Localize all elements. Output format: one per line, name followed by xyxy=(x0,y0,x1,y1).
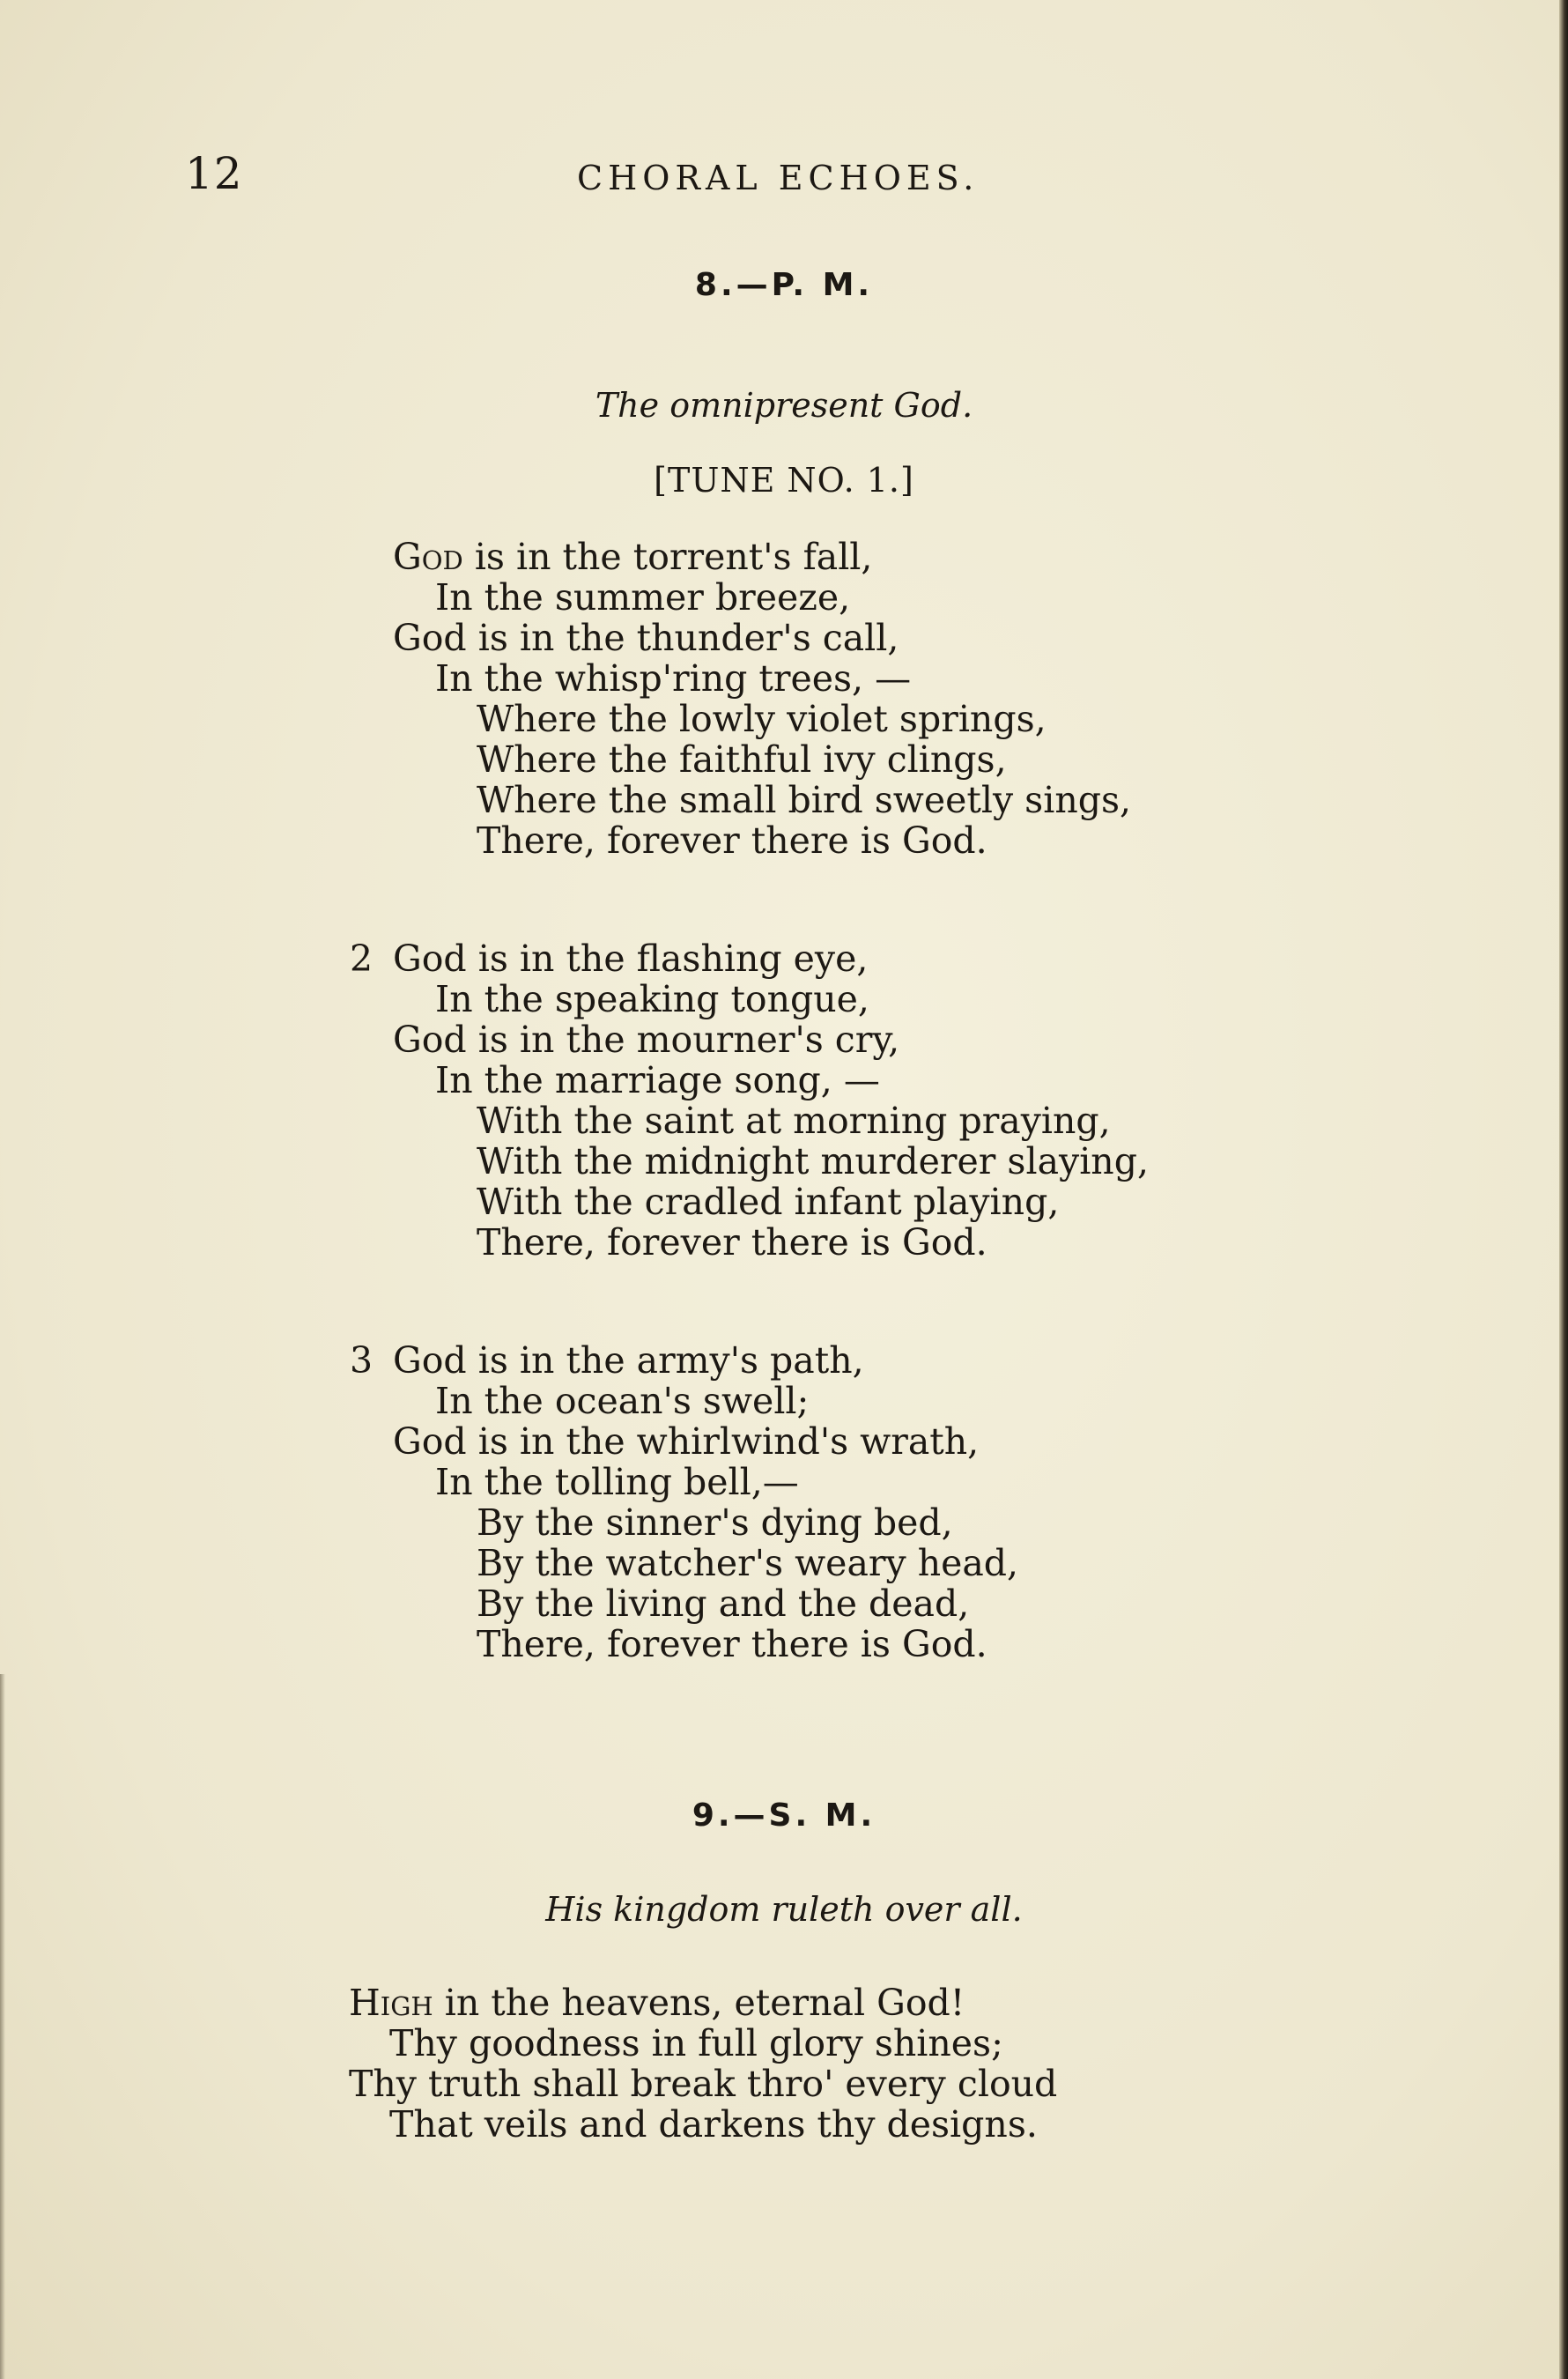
verse-line: In the marriage song, — xyxy=(435,1059,880,1101)
page-edge-left xyxy=(0,1674,5,2379)
stanza-number: 2 xyxy=(350,938,374,980)
verse-line: By the watcher's weary head, xyxy=(477,1542,1019,1584)
verse-line: With the saint at morning praying, xyxy=(477,1100,1111,1142)
verse-line: In the summer breeze, xyxy=(435,576,851,619)
verse-line: Where the lowly violet springs, xyxy=(477,698,1047,740)
verse-line: God is in the mourner's cry, xyxy=(393,1019,900,1061)
verse-line: Where the small bird sweetly sings, xyxy=(477,779,1132,821)
verse-line-text: is in the torrent's fall, xyxy=(462,536,873,578)
verse-line: In the ocean's swell; xyxy=(435,1380,810,1422)
tune-indicator: [TUNE NO. 1.] xyxy=(654,461,914,500)
verse-line: With the midnight murderer slaying, xyxy=(477,1140,1149,1182)
verse-line: By the sinner's dying bed, xyxy=(477,1501,953,1544)
drop-word: High xyxy=(349,1982,433,2024)
hymn-subtitle: His kingdom ruleth over all. xyxy=(545,1890,1023,1929)
stanza-number: 3 xyxy=(350,1339,374,1382)
verse-line xyxy=(393,537,872,577)
page-number: 12 xyxy=(185,148,243,199)
verse-line: God is in the army's path, xyxy=(393,1339,864,1382)
verse-line: That veils and darkens thy designs. xyxy=(389,2103,1038,2146)
verse-line-text: in the heavens, eternal God! xyxy=(433,1982,965,2024)
verse-line: There, forever there is God. xyxy=(477,819,987,862)
verse-line: Thy goodness in full glory shines; xyxy=(389,2022,1003,2064)
verse-line: By the living and the dead, xyxy=(477,1582,970,1625)
hymn-number: 8.—P. M. xyxy=(694,267,874,303)
verse-line: God is in the thunder's call, xyxy=(393,617,899,659)
verse-line: There, forever there is God. xyxy=(477,1221,987,1264)
verse-line xyxy=(349,1982,965,2023)
running-title: CHORAL ECHOES. xyxy=(577,159,980,197)
page-edge-right xyxy=(1559,0,1568,2379)
verse-line: With the cradled infant playing, xyxy=(477,1181,1060,1223)
page-header xyxy=(0,148,1568,201)
hymn-number: 9.—S. M. xyxy=(692,1797,876,1834)
verse-line: In the whisp'ring trees, — xyxy=(435,657,912,700)
verse-line: In the tolling bell,— xyxy=(435,1461,799,1503)
hymn-subtitle: The omnipresent God. xyxy=(595,386,973,425)
verse-line: God is in the whirlwind's wrath, xyxy=(393,1420,980,1463)
verse-line: Where the faithful ivy clings, xyxy=(477,738,1007,781)
verse-line: Thy truth shall break thro' every cloud xyxy=(349,2063,1058,2105)
verse-line: God is in the flashing eye, xyxy=(393,938,869,980)
verse-line: There, forever there is God. xyxy=(477,1623,987,1665)
drop-word: God xyxy=(393,536,463,578)
verse-line: In the speaking tongue, xyxy=(435,978,869,1020)
